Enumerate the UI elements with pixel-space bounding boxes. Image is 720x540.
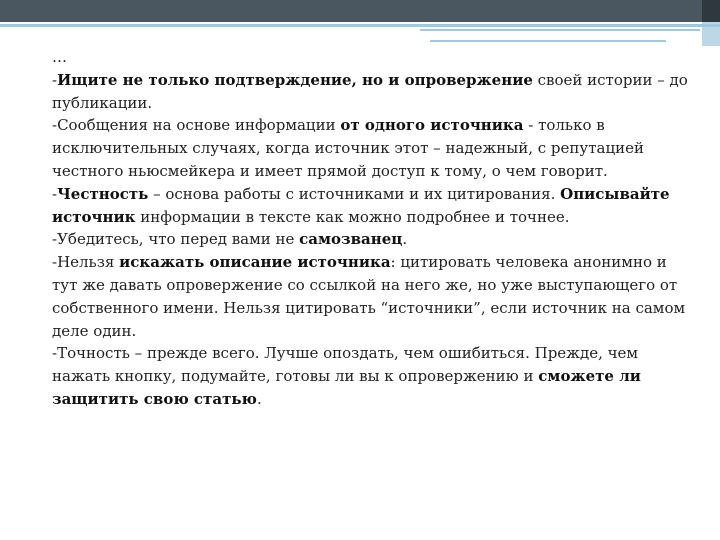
bold-run: от одного источника [340,116,524,135]
text-run: -Сообщения на основе информации [52,116,341,135]
text-run: -Точность – прежде всего. Лучше опоздать, чем ошибиться. Прежде, чем нажать кнопку, подумайте, готовы ли вы к опровержению и [52,344,639,386]
accent-line-tiny [430,40,666,42]
ellipsis: … [52,48,67,66]
text-run: - только в исключительных случаях, когда источник этот – надежный, с репутацией честного ньюсмейкера и имеет прямой доступ к тому, о чем говорит. [52,116,644,180]
header-band [0,0,720,22]
text-run: своей истории – до публикации. [52,70,688,112]
text-run: : цитировать человека анонимно и тут же давать опровержение со ссылкой на него же, но уже выступающего от собственного имени. Нельзя цитировать “источники”, если источник на самом деле один. [52,253,686,340]
bold-run: искажать описание источника [119,253,391,272]
paragraph-single-source [52,114,692,182]
text-run: - [52,70,58,89]
paragraph-impostor [52,228,692,251]
bold-run: Ищите не только подтверждение, но и опровержение [57,70,533,89]
bold-run: самозванец [299,230,403,249]
bold-run: Описывайте источник [52,184,670,226]
text-run: . [256,389,262,408]
paragraph-accuracy [52,342,692,410]
accent-line-short [420,29,700,31]
ellipsis-line [52,46,692,69]
paragraph-honesty [52,183,692,229]
text-run: - [52,184,58,203]
text-run: . [402,230,408,249]
text-run: -Убедитесь, что перед вами не [52,230,300,249]
slide-body [52,46,692,411]
text-run: -Нельзя [52,253,120,272]
paragraph-refutation [52,69,692,115]
bold-run: Честность [57,184,149,203]
header-band-corner [702,0,720,22]
text-run: информации в тексте как можно подробнее и точнее. [135,207,570,226]
text-run: – основа работы с источниками и их цитирования. [148,184,561,203]
bold-run: сможете ли защитить свою статью [52,367,641,408]
paragraph-distortion [52,251,692,342]
accent-line [0,24,720,27]
